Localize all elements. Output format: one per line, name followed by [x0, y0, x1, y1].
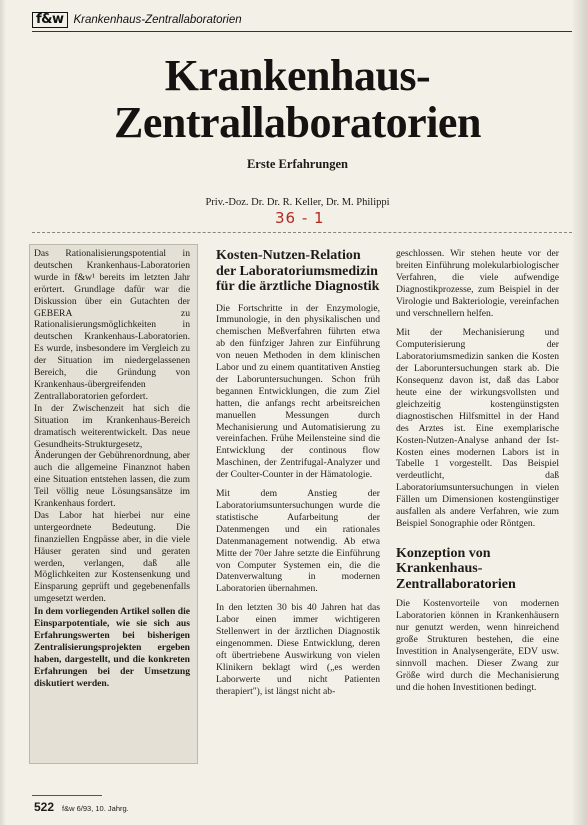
handwritten-annotation: 36 - 1 — [275, 209, 325, 227]
issue-reference: f&w 6/93, 10. Jahrg. — [62, 804, 129, 813]
page-number: 522 — [34, 800, 55, 814]
article-title-line-1: Krankenhaus- — [164, 51, 431, 100]
section-heading-konzeption: Konzeption von Krankenhaus-Zentrallaboratorien — [396, 545, 516, 592]
header-rule — [32, 31, 572, 32]
scan-shadow-right — [573, 0, 587, 825]
article-title — [20, 52, 575, 146]
scan-shadow-left — [0, 0, 6, 825]
divider-rule — [32, 232, 572, 233]
section-title: Krankenhaus-Zentrallaboratorien — [73, 14, 242, 26]
body-paragraph: geschlossen. Wir stehen heute vor der breiten Einführung molekularbiologischer Verfahren, die viele aufwendige Diagnostikprozesse, zum Beispiel in der Virologie und Bakteriologie, vereinfachen und verschnellern helfen. — [396, 248, 559, 319]
intro-paragraph-4: In dem vorliegenden Artikel sollen die Einsparpotentiale, wie sie sich aus Erfahrungswerten bei bisherigen Zentralisierungsprojekten ergeben haben, dargestellt, und die konkreten Erfahrungen bei der Umsetzung diskutiert werden. — [34, 606, 190, 689]
page-footer — [34, 800, 129, 814]
article-title-line-2: Zentrallaboratorien — [114, 98, 481, 147]
body-paragraph: Die Kostenvorteile von modernen Laboratorien können in Krankenhäusern nur genutzt werden, wenn hinreichend große Strukturen bestehen, die eine Investition in Analysengeräte, EDV usw. sinnvoll machen. Dieser Zwang zur Größe wird durch die Mechanisierung und die hohen Investitionen bedingt. — [396, 598, 559, 693]
intro-paragraph-2: In der Zwischenzeit hat sich die Situation im Krankenhaus-Bereich dramatisch weiterentwickelt. Das neue Gesundheits-Strukturgesetz, Änderungen der Gebührenordnung, aber auch die allgemeine Finanznot haben eine Situation entstehen lassen, die zum Teil völlig neue Lösungsansätze im Krankenhaus fordert. — [34, 402, 190, 510]
journal-logo: f&w — [32, 12, 68, 28]
body-paragraph: Die Fortschritte in der Enzymologie, Immunologie, in den physikalischen und chemischen Meßverfahren führten etwa ab den fünfziger Jahren zur Einführung von neuen Methoden in dem klinischen Labor und zu einem quantitativen Anstieg der Laboruntersuchungen. Schon früh begannen Entwicklungen, die zum Ziel hatten, die anfangs recht arbeitsreichen manuellen Messungen durch Mechanisierung und Automatisierung zu vereinfachen. Frühe Meilensteine sind die Entwicklung der continous flow Maschinen, der Zentrifugal-Analyzer und der Coulter-Counter in der Hämatologie. — [216, 302, 380, 481]
intro-column — [34, 248, 190, 690]
body-paragraph: Mit dem Anstieg der Laboratoriumsuntersuchungen wurde die statistische Aufarbeitung der Datenmengen und ein rationales Datenmanagement notwendig. Ab etwa Mitte der 70er Jahre setzte die Einführung von Computer Systemen ein, die die Datenverwaltung in modernen Laboratorien übernahmen. — [216, 488, 380, 595]
body-column-3 — [396, 248, 559, 694]
body-column-2 — [216, 248, 380, 698]
article-subtitle: Erste Erfahrungen — [246, 157, 349, 171]
intro-paragraph-3: Das Labor hat hierbei nur eine untergeordnete Bedeutung. Die finanziellen Engpässe aber, in die viele Häuser geraten sind und geraten werden, verlangen, daß alle Möglichkeiten zur Kostensenkung und Einsparung geprüft und gegebenenfalls umgesetzt werden. — [34, 509, 190, 605]
footer-rule — [32, 795, 102, 796]
running-header — [32, 11, 572, 29]
article-authors: Priv.-Doz. Dr. Dr. R. Keller, Dr. M. Philippi — [205, 197, 390, 208]
section-heading-kosten-nutzen: Kosten-Nutzen-Relation der Laboratoriumsmedizin für die ärztliche Diagnostik — [216, 248, 380, 294]
body-paragraph: Mit der Mechanisierung und Computerisierung der Laboratoriumsmedizin sanken die Kosten der Laboruntersuchungen stark ab. Die Konsequenz davon ist, daß das Labor heute eine der wirkungsvollsten und gleichzeitig kostengünstigsten diagnostischen Hilfsmittel in der Hand des Arztes ist. Eine exemplarische Kosten-Nutzen-Analyse anhand der Ist-Kosten eines modernen Labors ist in Tabelle 1 vorgestellt. Das Beispiel verdeutlicht, daß Laboratoriumsuntersuchungen in vielen Fällen um Dimensionen kostengünstiger ausfallen als andere Verfahren, wie zum Beispiel Sonographie oder Röntgen. — [396, 327, 559, 529]
intro-paragraph-1: Das Rationalisierungspotential in deutschen Krankenhaus-Laboratorien wurde in f&w¹ bereits im letzten Jahr erörtert. Grundlage dafür war die Diskussion über ein Gutachten der GEBERA zu Rationalisierungsmöglichkeiten in deutschen Krankenhaus-Laboratorien. Es wurde, insbesondere im Vergleich zu der Situation im niedergelassenen Bereich, die Gründung von Krankenhaus-übergreifenden Zentrallaboratorien gefordert. — [34, 248, 190, 402]
body-paragraph: In den letzten 30 bis 40 Jahren hat das Labor einen immer wichtigeren Stellenwert in der ärztlichen Diagnostik eingenommen. Diese Entwicklung, deren oft übertriebene Auswirkung von vielen Klinikern beklagt wird („es werden Laborwerte und nicht Patienten therapiert"), ist längst nicht ab- — [216, 602, 380, 697]
